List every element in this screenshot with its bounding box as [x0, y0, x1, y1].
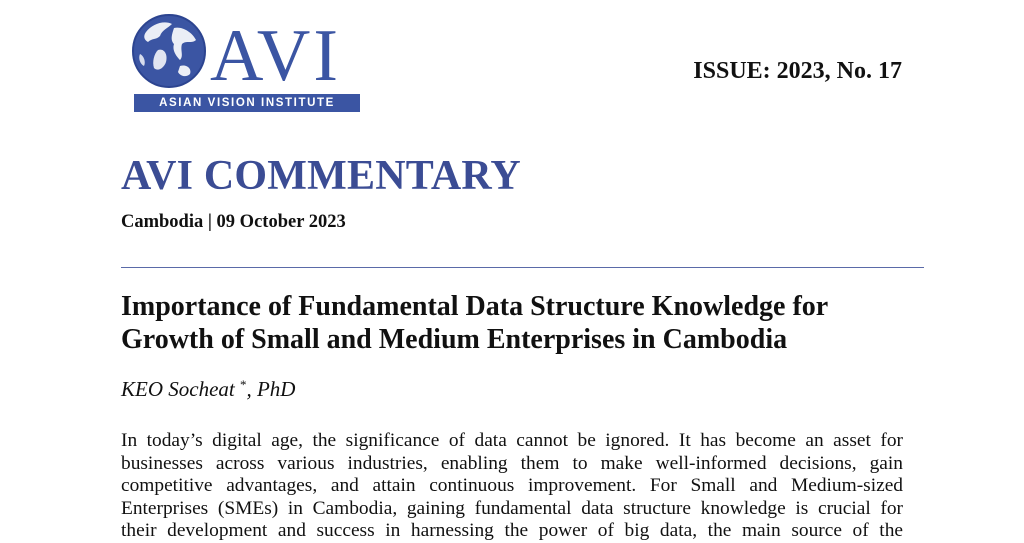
- logo-tagline: ASIAN VISION INSTITUTE: [134, 94, 360, 112]
- body-line: In today’s digital age, the significance of data cannot be ignored. It has become an asset for: [121, 430, 903, 451]
- dateline: Cambodia | 09 October 2023: [121, 212, 346, 232]
- author-degree: , PhD: [246, 377, 296, 401]
- author-name: KEO Socheat: [121, 377, 240, 401]
- body-line: businesses across various industries, enabling them to make well-informed decisions, gain: [121, 452, 903, 474]
- series-title: AVI COMMENTARY: [121, 153, 521, 199]
- article-title: [121, 290, 921, 356]
- body-paragraph: [121, 430, 924, 543]
- divider-rule: [121, 267, 924, 268]
- body-line: competitive advantages, and attain continuous improvement. For Small and Medium-sized: [121, 475, 903, 497]
- body-line: their development and success in harnessing the power of big data, the main source of the: [121, 520, 903, 542]
- avi-logo: [122, 10, 360, 115]
- article-title-line: Growth of Small and Medium Enterprises in Cambodia: [121, 324, 788, 355]
- author-byline: [121, 377, 295, 402]
- globe-icon: [133, 15, 205, 87]
- body-line: Enterprises (SMEs) in Cambodia, gaining fundamental data structure knowledge is crucial for: [121, 497, 903, 519]
- article-title-line: Importance of Fundamental Data Structure Knowledge for: [121, 291, 829, 322]
- logo-wordmark: AVI: [210, 15, 341, 94]
- avi-logo-graphic: [122, 10, 360, 94]
- issue-number: ISSUE: 2023, No. 17: [693, 58, 902, 84]
- author-footnote-mark[interactable]: *: [239, 377, 247, 392]
